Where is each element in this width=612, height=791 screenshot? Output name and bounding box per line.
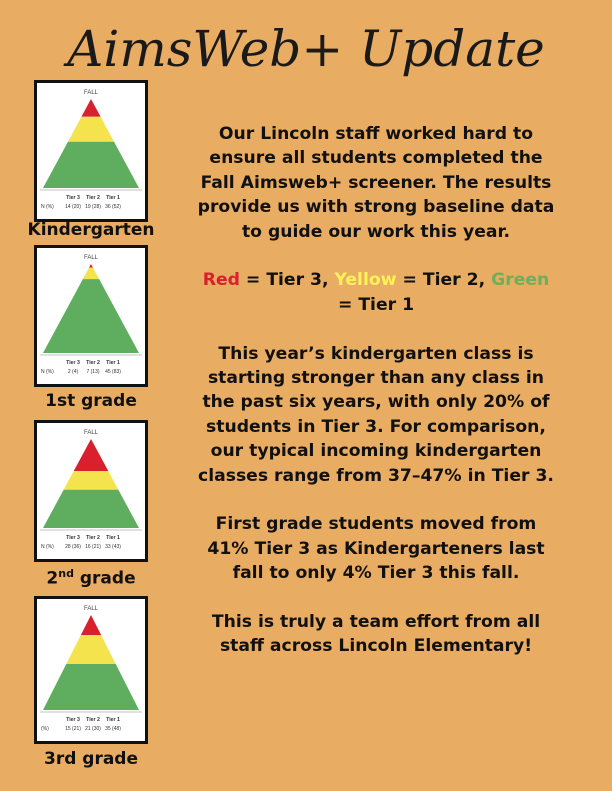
tier-value: 33 (43) <box>105 544 121 550</box>
season-label: FALL <box>83 430 99 436</box>
tier-value: 14 (20) <box>65 204 81 210</box>
tier-header: Tier 2 <box>86 535 100 541</box>
tier-value: 19 (28) <box>85 204 101 210</box>
grade-word: grade <box>73 568 136 589</box>
legend-green: Green <box>491 270 550 291</box>
closing-paragraph: This is truly a team effort from all staff across Lincoln Elementary! <box>211 612 541 657</box>
legend-green-rest: = Tier 1 <box>337 294 415 315</box>
title-text: AimsWeb+ Update <box>67 20 545 78</box>
grade-label-first <box>14 391 168 411</box>
row-label: N (%) <box>41 369 54 375</box>
legend-red: Red <box>202 270 240 291</box>
first-grade-chart-card <box>34 245 148 387</box>
season-label: FALL <box>83 255 99 261</box>
kindergarten-chart-card <box>34 80 148 222</box>
tier-header: Tier 1 <box>106 535 120 541</box>
tier-value: 45 (83) <box>105 369 121 375</box>
tier2-band <box>68 117 114 142</box>
kindergarten-paragraph: This year’s kindergarten class is starting stronger than any class in the past six years, with only 20% of students in Tier 3. For comparison, our typical incoming kindergarten classes range from 37–47% in Tier 3. <box>198 343 554 486</box>
row-label: N (%) <box>41 204 54 210</box>
third-grade-chart-card <box>34 596 148 744</box>
tier-value: 2 (4) <box>67 369 79 375</box>
tier1-band <box>43 279 139 353</box>
grade-label-text: 1st grade <box>45 391 137 411</box>
second-grade-chart-card <box>34 420 148 562</box>
tier-header: Tier 3 <box>66 195 80 201</box>
tier1-band <box>43 142 139 188</box>
tier-header: Tier 1 <box>106 195 120 201</box>
tier-header: Tier 3 <box>66 360 80 366</box>
tier-header: Tier 3 <box>66 535 80 541</box>
tier-header: Tier 1 <box>106 360 120 366</box>
grade-label-second <box>14 567 168 589</box>
grade-label-text: 3rd grade <box>43 749 139 769</box>
grade-label-text: Kindergarten <box>27 220 155 240</box>
row-label: N (%) <box>41 544 54 550</box>
tier-value: 21 (30) <box>85 726 101 732</box>
tier-value: 28 (36) <box>65 544 81 550</box>
legend-paragraph <box>196 268 556 317</box>
tier3-band <box>81 615 101 635</box>
row-label: (%) <box>41 726 49 732</box>
tier2-band <box>83 268 99 280</box>
tier2-band <box>64 471 119 490</box>
tier3-band <box>74 439 109 471</box>
tier-header: Tier 2 <box>86 717 100 723</box>
tier-header: Tier 2 <box>86 360 100 366</box>
tier-value: 35 (48) <box>105 726 121 732</box>
update-body <box>196 122 556 683</box>
grade-label-kindergarten <box>14 220 168 240</box>
intro-paragraph: Our Lincoln staff worked hard to ensure all students completed the Fall Aimsweb+ screener. The results provide us with strong baseline data to guide our work this year. <box>197 124 555 242</box>
season-label: FALL <box>83 90 99 96</box>
legend-yellow-rest: = Tier 2, <box>396 270 492 291</box>
tier3-band <box>81 99 100 117</box>
legend-yellow: Yellow <box>334 270 397 291</box>
tier-value: 36 (52) <box>105 204 121 210</box>
grade-label-third <box>14 749 168 769</box>
tier-header: Tier 2 <box>86 195 100 201</box>
tier-header: Tier 3 <box>66 717 80 723</box>
page-title <box>0 6 612 90</box>
tier1-band <box>43 490 139 528</box>
tier-value: 16 (21) <box>85 544 101 550</box>
legend-red-rest: = Tier 3, <box>239 270 335 291</box>
first-grade-paragraph: First grade students moved from 41% Tier 3 as Kindergarteners last fall to only 4% Tier 3 this fall. <box>207 514 545 584</box>
season-label: FALL <box>83 606 99 612</box>
tier-value: 7 (13) <box>86 369 100 375</box>
tier-value: 15 (21) <box>65 726 81 732</box>
grade-number: 2 <box>46 568 59 589</box>
tier2-band <box>66 635 115 664</box>
tier-header: Tier 1 <box>106 717 120 723</box>
tier1-band <box>43 664 139 710</box>
tier3-band <box>89 264 93 268</box>
grade-suffix: nd <box>58 567 74 580</box>
